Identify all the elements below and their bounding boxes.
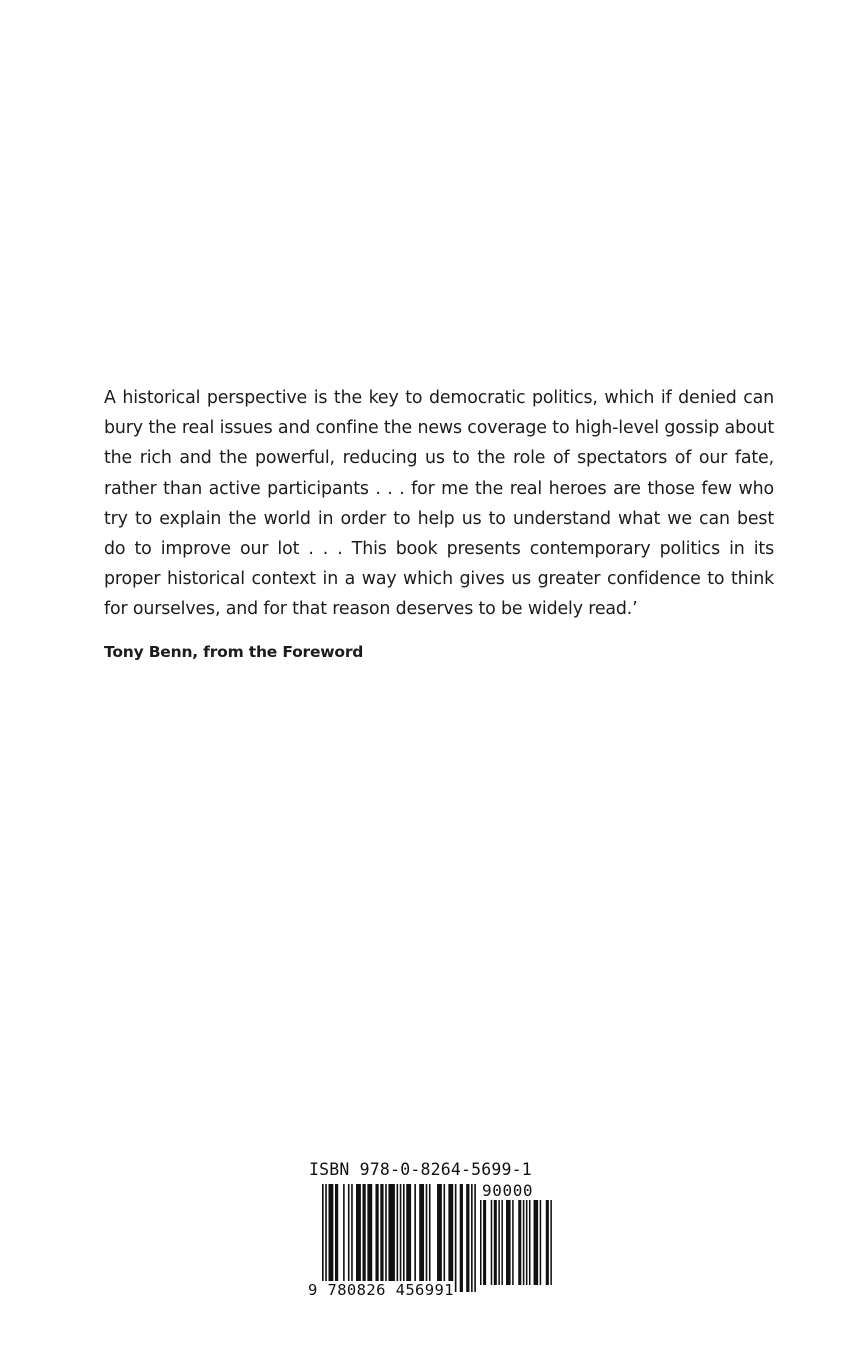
barcode-bar: [512, 1200, 514, 1285]
back-cover-blurb: A historical perspective is the key to democratic politics, which if denied can bury the real issues and confine the news coverage to high-level gossip about the rich and the powerful, reducing us to the role of spectators of our fate, rather than active participants . . . for me the real heroes are those few who try to explain the world in order to help us to understand what we can best do to improve our lot . . . This book presents contemporary politics in its proper historical context in a way which gives us greater confidence to think for ourselves, and for that reason deserves to be widely read.’: [104, 388, 774, 620]
isbn-label: ISBN 978-0-8264-5699-1: [309, 1160, 532, 1179]
barcode-bar: [429, 1184, 431, 1292]
barcode-bar: [491, 1200, 493, 1285]
barcode-bar: [380, 1184, 383, 1292]
barcode-bar: [494, 1200, 497, 1285]
barcode-bar: [523, 1200, 525, 1285]
barcode-bar: [546, 1200, 549, 1285]
barcode-bar: [367, 1184, 372, 1292]
barcode-bar: [460, 1184, 463, 1292]
barcode-bar: [400, 1184, 402, 1292]
barcode-bar: [526, 1200, 528, 1285]
barcode-bar: [529, 1200, 531, 1285]
barcode-bar: [363, 1184, 366, 1292]
barcode-bar: [385, 1184, 387, 1292]
barcode-bar: [471, 1184, 473, 1292]
barcode-bar: [540, 1200, 542, 1285]
barcode-bar: [518, 1200, 521, 1285]
barcode-bar: [388, 1184, 394, 1292]
barcode-bar: [335, 1184, 338, 1292]
barcode-bar: [455, 1184, 457, 1292]
ean-digits: 9 780826 456991: [308, 1281, 454, 1299]
barcode-bar: [356, 1184, 361, 1292]
barcode-bar: [343, 1184, 345, 1292]
barcode-bar: [498, 1200, 500, 1285]
quote-attribution: Tony Benn, from the Foreword: [104, 643, 364, 661]
barcode-bar: [419, 1184, 424, 1292]
barcode-bar: [501, 1200, 503, 1285]
barcode-bar: [506, 1200, 511, 1285]
barcode-bar: [437, 1184, 442, 1292]
barcode-bar: [397, 1184, 399, 1292]
barcode-bar: [328, 1184, 333, 1292]
barcode-bar: [448, 1184, 453, 1292]
barcode-bar: [375, 1184, 378, 1292]
barcode-bar: [534, 1200, 539, 1285]
barcode-bar: [426, 1184, 428, 1292]
barcode-bar: [550, 1200, 552, 1285]
barcode-bar: [325, 1184, 327, 1292]
addon-digits: 90000: [482, 1181, 534, 1200]
barcode-bar: [414, 1184, 416, 1292]
barcode-bar: [403, 1184, 405, 1292]
barcode-bar: [351, 1184, 353, 1292]
barcode-bar: [322, 1184, 324, 1292]
barcode-bar: [480, 1200, 482, 1285]
barcode-bar: [444, 1184, 446, 1292]
barcode-bar: [348, 1184, 350, 1292]
isbn-barcode: [308, 1160, 558, 1305]
barcode-bar: [474, 1184, 476, 1292]
barcode-bar: [466, 1184, 469, 1292]
barcode-bar: [483, 1200, 486, 1285]
barcode-bar: [406, 1184, 411, 1292]
